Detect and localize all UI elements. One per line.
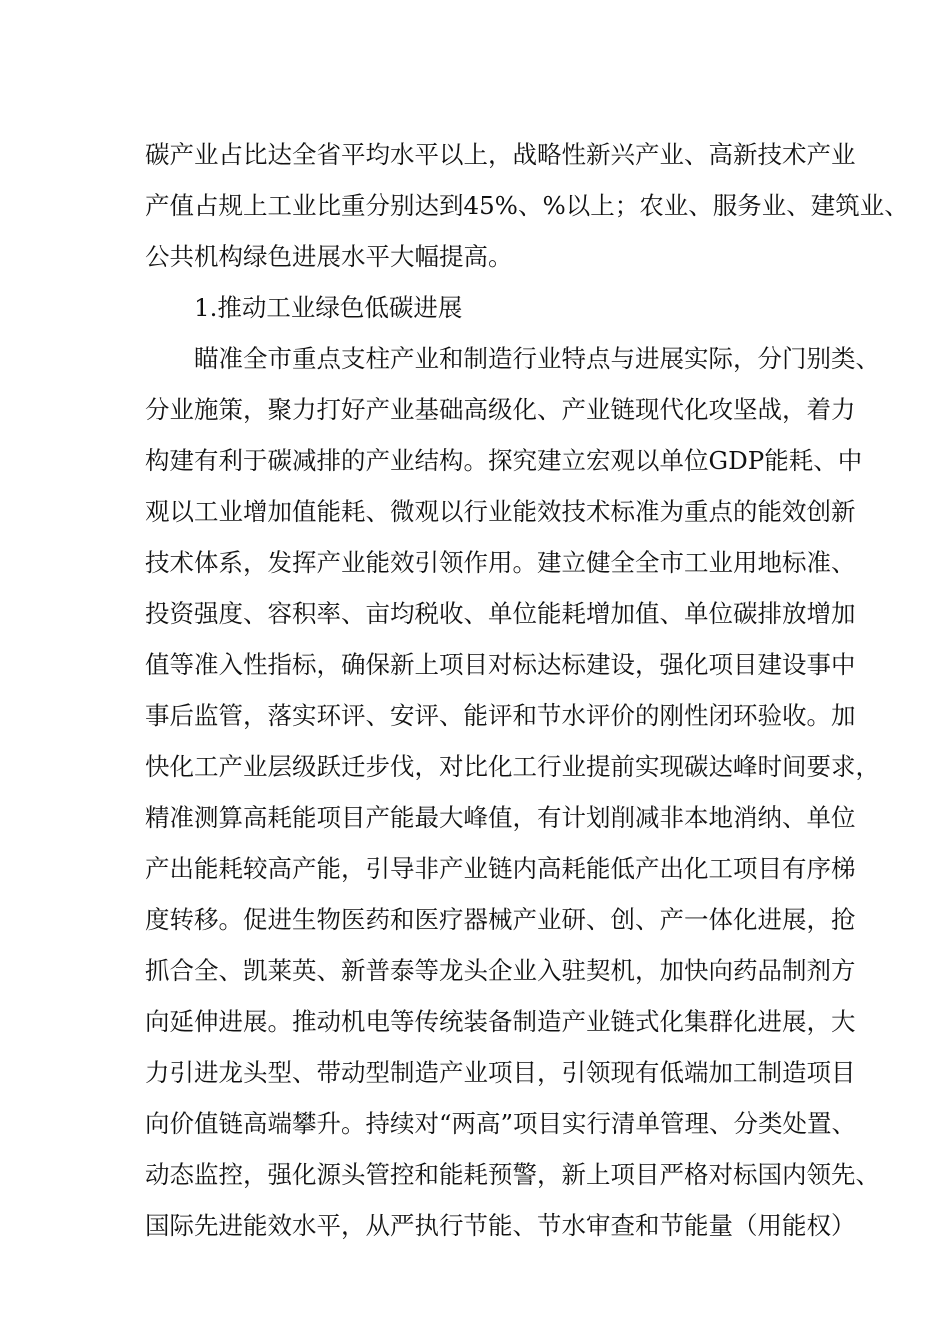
text-line: 力引进龙头型、带动型制造产业项目，引领现有低端加工制造项目 bbox=[145, 1058, 856, 1087]
text-line: 快化工产业层级跃迁步伐，对比化工行业提前实现碳达峰时间要求， bbox=[145, 752, 880, 781]
document-body bbox=[145, 129, 909, 1251]
text-line: 公共机构绿色进展水平大幅提高。 bbox=[145, 242, 513, 271]
text-line: 投资强度、容积率、亩均税收、单位能耗增加值、单位碳排放增加 bbox=[145, 599, 856, 628]
text-line: 观以工业增加值能耗、微观以行业能效技术标准为重点的能效创新 bbox=[145, 497, 856, 526]
text-line: 值等准入性指标，确保新上项目对标达标建设，强化项目建设事中 bbox=[145, 650, 856, 679]
text-line: 精准测算高耗能项目产能最大峰值，有计划削减非本地消纳、单位 bbox=[145, 803, 856, 832]
text-line: 动态监控，强化源头管控和能耗预警，新上项目严格对标国内领先、 bbox=[145, 1160, 880, 1189]
text-line: 分业施策，聚力打好产业基础高级化、产业链现代化攻坚战，着力 bbox=[145, 395, 856, 424]
text-line: 抓合全、凯莱英、新普泰等龙头企业入驻契机，加快向药品制剂方 bbox=[145, 956, 856, 985]
section-heading: 1.推动工业绿色低碳进展 bbox=[194, 293, 463, 322]
text-line: 产值占规上工业比重分别达到45%、%以上；农业、服务业、建筑业、 bbox=[145, 191, 909, 220]
text-line: 瞄准全市重点支柱产业和制造行业特点与进展实际，分门别类、 bbox=[194, 344, 880, 373]
text-line: 碳产业占比达全省平均水平以上，战略性新兴产业、高新技术产业 bbox=[145, 140, 856, 169]
text-line: 国际先进能效水平，从严执行节能、节水审查和节能量（用能权） bbox=[145, 1211, 856, 1240]
text-line: 向延伸进展。推动机电等传统装备制造产业链式化集群化进展，大 bbox=[145, 1007, 856, 1036]
text-line: 技术体系，发挥产业能效引领作用。建立健全全市工业用地标准、 bbox=[145, 548, 856, 577]
text-line: 构建有利于碳减排的产业结构。探究建立宏观以单位GDP能耗、中 bbox=[145, 446, 863, 475]
text-line: 度转移。促进生物医药和医疗器械产业研、创、产一体化进展，抢 bbox=[145, 905, 856, 934]
text-line: 事后监管，落实环评、安评、能评和节水评价的刚性闭环验收。加 bbox=[145, 701, 856, 730]
text-line: 产出能耗较高产能，引导非产业链内高耗能低产出化工项目有序梯 bbox=[145, 854, 856, 883]
text-line: 向价值链高端攀升。持续对“两高”项目实行清单管理、分类处置、 bbox=[145, 1109, 857, 1138]
